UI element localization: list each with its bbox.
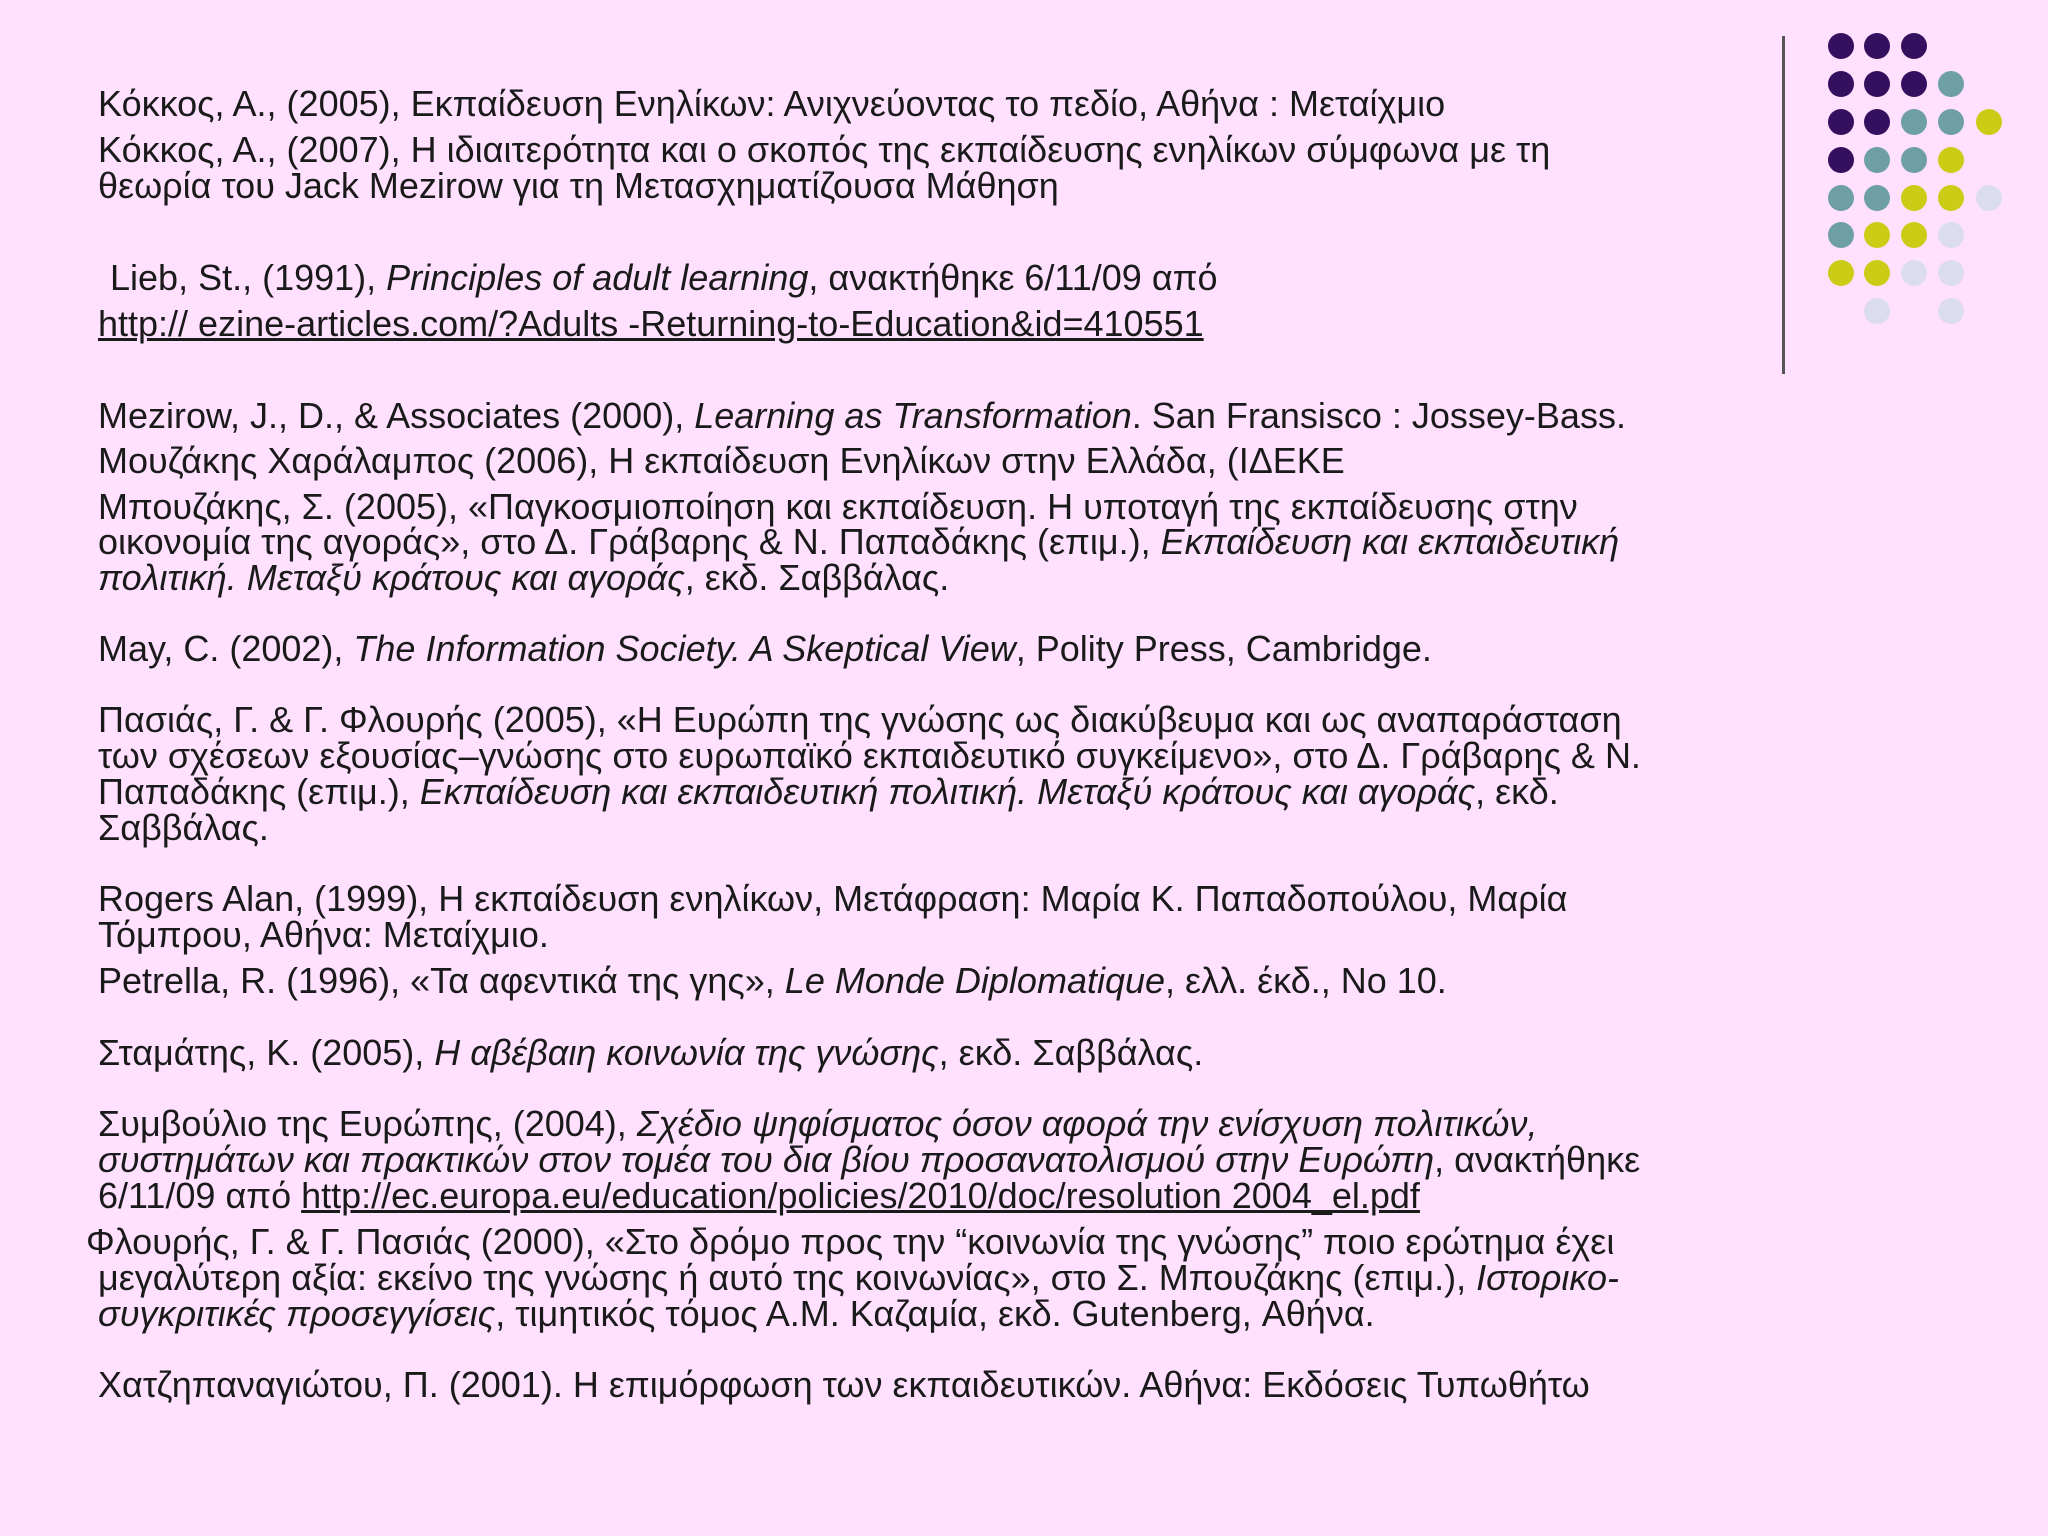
reference-kokkos-2007-line2 (98, 165, 1059, 206)
reference-bouzakis-line3 (98, 557, 950, 598)
reference-title: Εκπαίδευση και εκπαιδευτική πολιτική. Μεταξύ κράτους και αγοράς (419, 771, 1476, 812)
dot (1828, 260, 1854, 286)
dot (1864, 33, 1890, 59)
reference-rest: , ελλ. έκδ., Νο 10. (1165, 960, 1447, 1001)
reference-author: Petrella, R. (1996), «Τα αφεντικά της γης», (98, 960, 785, 1001)
reference-pasias-2005-line2 (98, 735, 1641, 776)
reference-text: Κόκκος, Α., (2005), Εκπαίδευση Ενηλίκων: Ανιχνεύοντας το πεδίο, Αθήνα : Μεταίχμιο (98, 83, 1446, 124)
dot (1901, 222, 1927, 248)
dot (1828, 147, 1854, 173)
reference-pasias-2005-line3 (98, 771, 1559, 812)
dot (1938, 109, 1964, 135)
reference-text: των σχέσεων εξουσίας–γνώσης στο ευρωπαϊκό εκπαιδευτικό συγκείμενο», στο Δ. Γράβαρης & Ν. (98, 735, 1641, 776)
reference-bouzakis-line1 (98, 486, 1578, 527)
reference-kokkos-2007-line1 (98, 129, 1551, 170)
reference-author: Συμβούλιο της Ευρώπης, (2004), (98, 1103, 637, 1144)
reference-text: Παπαδάκης (επιμ.), (98, 771, 420, 812)
reference-text: θεωρία του Jack Mezirow για τη Μετασχηματίζουσα Μάθηση (98, 165, 1059, 206)
reference-flouris-2000-line3 (98, 1293, 1375, 1334)
reference-text: Φλουρής, Γ. & Γ. Πασιάς (2000), «Στο δρόμο προς την “κοινωνία της γνώσης” ποιο ερώτημα έχει (86, 1221, 1615, 1262)
dot (1901, 185, 1927, 211)
reference-link-lieb[interactable]: http:// ezine-articles.com/?Adults -Returning-to-Education&id=410551 (98, 303, 1204, 344)
dot (1901, 71, 1927, 97)
reference-kokkos-2005 (98, 83, 1446, 124)
reference-rogers-line2 (98, 914, 549, 955)
reference-author: Lieb, St., (1991), (110, 257, 387, 298)
dot (1864, 109, 1890, 135)
reference-title: Learning as Transformation (694, 395, 1132, 436)
dot (1938, 147, 1964, 173)
dot (1976, 109, 2002, 135)
reference-council-europe-line2 (98, 1139, 1641, 1180)
dot (1828, 109, 1854, 135)
reference-title: Le Monde Diplomatique (784, 960, 1166, 1001)
reference-flouris-2000-line1 (86, 1221, 1615, 1262)
dot (1901, 109, 1927, 135)
reference-title: Η αβέβαιη κοινωνία της γνώσης (434, 1032, 939, 1073)
dot (1828, 222, 1854, 248)
reference-mouzakis-2006 (98, 440, 1345, 481)
reference-pasias-2005-line1 (98, 699, 1622, 740)
reference-bouzakis-line2 (98, 521, 1620, 562)
reference-flouris-2000-line2 (98, 1257, 1619, 1298)
dot (1828, 33, 1854, 59)
reference-author: May, C. (2002), (98, 628, 354, 669)
reference-rest: , Polity Press, Cambridge. (1015, 628, 1432, 669)
reference-title: πολιτική. Μεταξύ κράτους και αγοράς (98, 557, 685, 598)
reference-text: οικονομία της αγοράς», στο Δ. Γράβαρης & Ν. Παπαδάκης (επιμ.), (98, 521, 1161, 562)
reference-text: Τόμπρου, Αθήνα: Μεταίχμιο. (98, 914, 549, 955)
dot (1828, 71, 1854, 97)
reference-mezirow-2000 (98, 395, 1626, 436)
reference-rogers-line1 (98, 878, 1568, 919)
reference-title: Εκπαίδευση και εκπαιδευτική (1160, 521, 1620, 562)
dot-grid-lime (1828, 109, 2002, 286)
reference-text: Σαββάλας. (98, 807, 269, 848)
reference-title: The Information Society. A Skeptical View (353, 628, 1016, 669)
reference-text: Χατζηπαναγιώτου, Π. (2001). Η επιμόρφωση των εκπαιδευτικών. Αθήνα: Εκδόσεις Τυπωθήτω (98, 1364, 1590, 1405)
reference-pasias-2005-line4 (98, 807, 269, 848)
reference-text: Πασιάς, Γ. & Γ. Φλουρής (2005), «Η Ευρώπη της γνώσης ως διακύβευμα και ως αναπαράσταση (98, 699, 1622, 740)
dot (1901, 33, 1927, 59)
dot (1864, 222, 1890, 248)
dot (1901, 260, 1927, 286)
reference-may-2002 (98, 628, 1432, 669)
dot (1938, 260, 1964, 286)
dot (1864, 185, 1890, 211)
reference-rest: . San Fransisco : Jossey-Bass. (1131, 395, 1626, 436)
reference-rest: , ανακτήθηκε (1434, 1139, 1641, 1180)
reference-petrella-1996 (98, 960, 1447, 1001)
reference-title: Σχέδιο ψηφίσματος όσον αφορά την ενίσχυση πολιτικών, (636, 1103, 1538, 1144)
reference-author: Σταμάτης, Κ. (2005), (98, 1032, 435, 1073)
reference-council-europe-line1 (98, 1103, 1538, 1144)
vertical-divider (1782, 36, 1785, 374)
reference-rest: , ανακτήθηκε 6/11/09 από (808, 257, 1218, 298)
reference-chatzipanagiotou-2001 (98, 1364, 1590, 1405)
reference-lieb-url-line (98, 303, 1204, 344)
dot (1976, 185, 2002, 211)
reference-author: Mezirow, J., D., & Associates (2000), (98, 395, 695, 436)
reference-text: Μουζάκης Χαράλαμπος (2006), Η εκπαίδευση Ενηλίκων στην Ελλάδα, (ΙΔΕΚΕ (98, 440, 1345, 481)
reference-title: Ιστορικο- (1476, 1257, 1619, 1298)
dot (1938, 298, 1964, 324)
reference-text: Κόκκος, Α., (2007), Η ιδιαιτερότητα και ο σκοπός της εκπαίδευσης ενηλίκων σύμφωνα με τη (98, 129, 1551, 170)
reference-stamatis-2005 (98, 1032, 1204, 1073)
dot (1864, 298, 1890, 324)
reference-rest: , τιμητικός τόμος Α.Μ. Καζαμία, εκδ. Gutenberg, Αθήνα. (495, 1293, 1375, 1334)
reference-rest: , εκδ. Σαββάλας. (938, 1032, 1204, 1073)
reference-council-europe-line3 (98, 1175, 1420, 1216)
reference-text: μεγαλύτερη αξία: εκείνο της γνώσης ή αυτό της κοινωνίας», στο Σ. Μπουζάκης (επιμ.), (98, 1257, 1477, 1298)
dot (1864, 147, 1890, 173)
dot (1938, 222, 1964, 248)
reference-text: 6/11/09 από (98, 1175, 302, 1216)
dot (1938, 71, 1964, 97)
dot (1938, 185, 1964, 211)
reference-rest: , εκδ. (1475, 771, 1559, 812)
dot (1864, 71, 1890, 97)
dot (1864, 260, 1890, 286)
reference-link-europa[interactable]: http://ec.europa.eu/education/policies/2010/doc/resolution 2004_el.pdf (301, 1175, 1420, 1216)
dot (1901, 147, 1927, 173)
reference-text: Rogers Alan, (1999), Η εκπαίδευση ενηλίκων, Μετάφραση: Μαρία Κ. Παπαδοπούλου, Μαρία (98, 878, 1568, 919)
reference-rest: , εκδ. Σαββάλας. (684, 557, 950, 598)
dot (1828, 185, 1854, 211)
reference-title: Principles of adult learning (386, 257, 809, 298)
reference-title: συγκριτικές προσεγγίσεις (98, 1293, 496, 1334)
reference-text: Μπουζάκης, Σ. (2005), «Παγκοσμιοποίηση και εκπαίδευση. Η υποταγή της εκπαίδευσης στην (98, 486, 1578, 527)
reference-lieb-1991 (110, 257, 1218, 298)
reference-title: συστημάτων και πρακτικών στον τομέα του δια βίου προσανατολισμού στην Ευρώπη (98, 1139, 1435, 1180)
